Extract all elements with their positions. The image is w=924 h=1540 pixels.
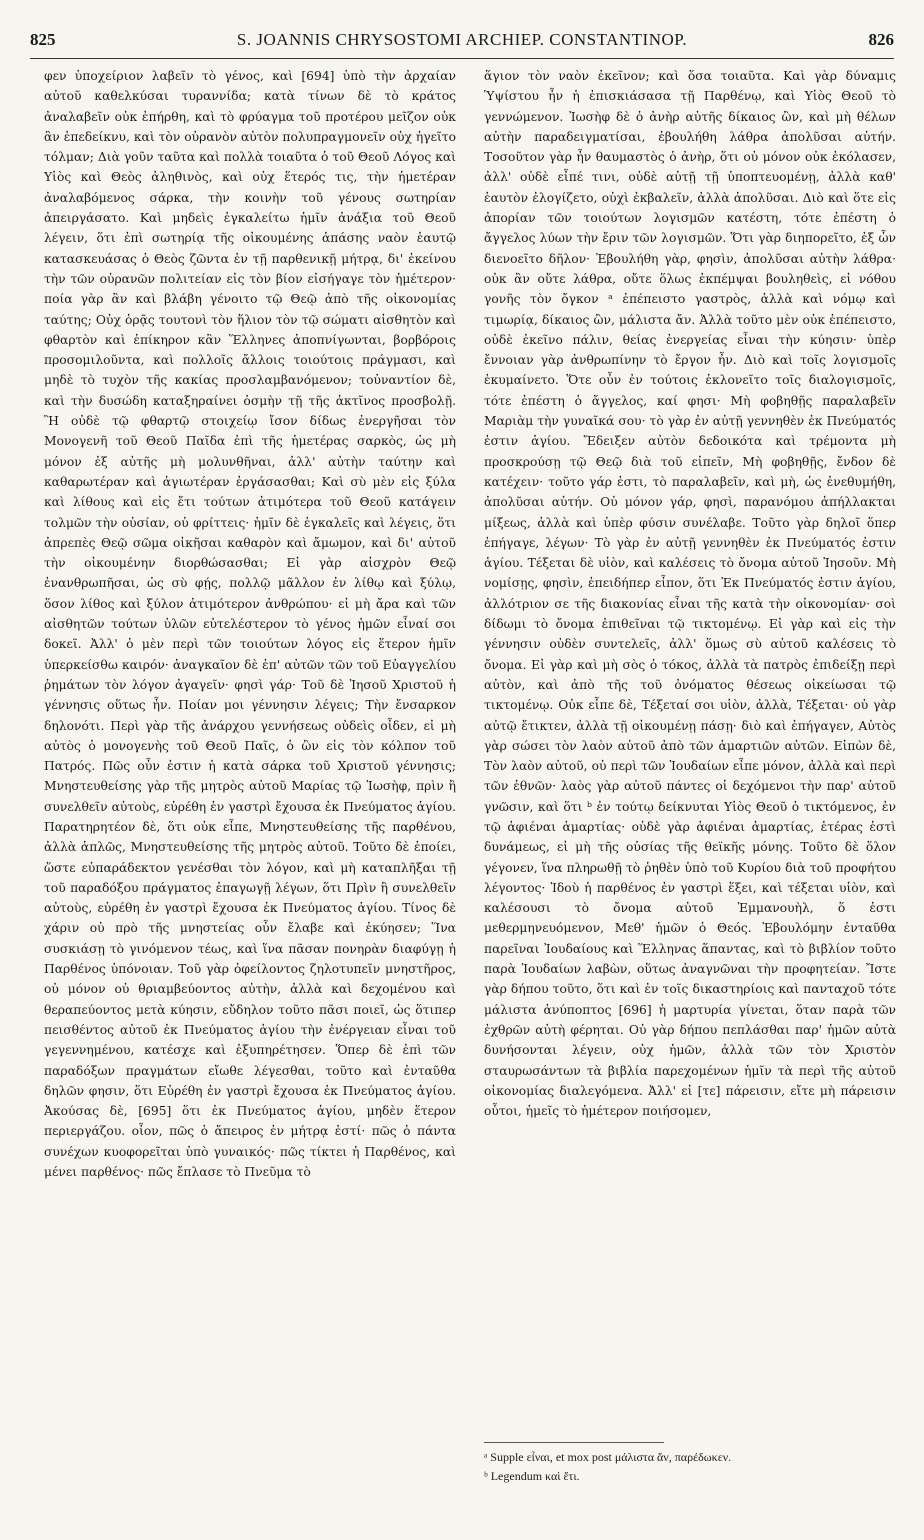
page-number-left: 825 — [30, 30, 56, 49]
running-header — [30, 30, 894, 58]
right-column — [484, 66, 896, 1436]
footnote-b: ᵇ Legendum καὶ ἔτι. — [484, 1469, 580, 1483]
page-number-right: 826 — [868, 30, 894, 49]
footnote-rule — [484, 1442, 664, 1443]
left-column-text: φεν ὑποχείριον λαβεῖν τὸ γένος, καὶ [694] ὑπὸ τὴν ἀρχαίαν αὐτοῦ καθελκύσαι τυραννίδα; κατὰ τίνων δὲ τὸ κράτος ἀναλαβεῖν οὐκ ἐπήρθη, καὶ τὸ φρύαγμα τοῦ προτέρου μεῖζον οὐκ ἂν ἐπεδείκνυ, καὶ τὸν οὐρανὸν αὐτὸν πολυπραγμονεῖν οὐχ ἡγεῖτο τόλμαν; Διὰ γοῦν ταῦτα καὶ πολλὰ τοιαῦτα ὁ τοῦ Θεοῦ Λόγος καὶ Υἱὸς καὶ Θεὸς ἀληθινὸς, καὶ οὐχ ἕτερός τις, τὴν ἡμετέραν ἀναλαβόμενος σάρκα, τὴν κοινὴν τοῦ γένους σωτηρίαν ἀπειργάσατο. Καὶ μηδεὶς ἐγκαλείτω ἡμῖν ἀνάξια τοῦ Θεοῦ λέγειν, ὅτι ἐπὶ σωτηρίᾳ τῆς οἰκουμένης ἁπάσης ναὸν ἑαυτῷ κατασκευάσας ὁ Θεὸς ζῶντα ἐν τῇ παρθενικῇ μήτρᾳ, δι' ἐκείνου τὴν τῶν οὐρανῶν πολιτείαν εἰς τὸν βίον εἰσήγαγε τὸν ἡμέτερον· ποία γὰρ ἂν καὶ βλάβη γένοιτο τῷ Θεῷ ἀπὸ τῆς οἰκονομίας ταύτης; Οὐχ ὁρᾷς τουτονὶ τὸν ἥλιον τὸν τῷ σώματι αἰσθητὸν καὶ φθαρτὸν καὶ ἐπίκηρον κἂν Ἕλληνες ἀποπνίγωνται, βορβόροις προσομιλοῦντα, καὶ πολλοῖς ἄλλοις τοιούτοις πράγμασι, καὶ μηδὲ τὸ τυχὸν τῆς κακίας προσλαμβανόμενον; τοὐναντίον δὲ, καὶ τὴν δυσώδη καταξηραίνει ὀσμὴν τῇ τῆς ἀκτῖνος προσβολῇ. Ἢ οὐδὲ τῷ φθαρτῷ στοιχείῳ ἴσον δίδως ἐνεργῆσαι τὸν Μονογενῆ τοῦ Θεοῦ Παῖδα ἐπὶ τῆς ἡμετέρας σαρκὸς, ὡς μὴ μόνον ἐξ αὐτῆς μὴ μολυνθῆναι, ἀλλ' αὐτὴν ταύτην καὶ καθαρωτέραν καὶ ἁγιωτέραν ἐργάσασθαι; Καὶ σὺ μὲν εἰς ξύλα καὶ λίθους καὶ εἰς ἔτι τούτων ἀτιμότερα τοῦ Θεοῦ κατάγειν τολμῶν τὴν οὐσίαν, οὐ φρίττεις· ἡμῖν δὲ ἐγκαλεῖς καὶ λέγεις, ὅτι ἀπρεπὲς Θεῷ σῶμα οἰκῆσαι καθαρὸν καὶ ἄμωμον, καὶ δι' αὐτοῦ τὴν οἰκουμένην διορθώσασθαι; Εἰ γὰρ αἰσχρὸν Θεῷ ἐνανθρωπῆσαι, ὡς σὺ φῄς, πολλῷ μᾶλλον ἐν λίθῳ καὶ ξύλῳ, ὅσον λίθος καὶ ξύλον ἀτιμότερον ἀνθρώπου· εἰ μὴ ἄρα καὶ τῶν αἰσθητῶν τούτων ὑλῶν εὐτελέστερον τὸ γένος ἡμῶν εἶναί σοι δοκεῖ. Ἀλλ' ὁ μὲν περὶ τῶν τοιούτων λόγος εἰς ἕτερον ἡμῖν ὑπερκείσθω καιρόν· ἀναγκαῖον δὲ ἐπ' αὐτῶν τῶν τοῦ Εὐαγγελίου ῥημάτων τὸν λόγον ἀγαγεῖν· φησὶ γάρ· Τοῦ δὲ Ἰησοῦ Χριστοῦ ἡ γέννησις οὕτως ἦν. Ποίαν μοι γέννησιν λέγεις; Τὴν ἔνσαρκον δηλονότι. Περὶ γὰρ τῆς ἀνάρχου γεννήσεως οὐδεὶς οἶδεν, εἰ μὴ αὐτὸς ὁ μονογενὴς τοῦ Θεοῦ Παῖς, ὁ ὢν εἰς τὸν κόλπον τοῦ Πατρός. Πῶς οὖν ἐστιν ἡ κατὰ σάρκα τοῦ Χριστοῦ γέννησις; Μνηστευθείσης γὰρ τῆς μητρὸς αὐτοῦ Μαρίας τῷ Ἰωσὴφ, πρὶν ἢ συνελθεῖν αὐτοὺς, εὑρέθη ἐν γαστρὶ ἔχουσα ἐκ Πνεύματος ἁγίου. Παρατηρητέον δὲ, ὅτι οὐκ εἶπε, Μνηστευθείσης τῆς παρθένου, ἀλλὰ ἁπλῶς, Μνηστευθείσης τῆς μητρὸς αὐτοῦ. Τοῦτο δὲ ἐποίει, ὥστε εὐπαράδεκτον γενέσθαι τὸν λόγον, καὶ μὴ καταπλῆξαι τῇ τοῦ παραδόξου πράγματος ἐπαγωγῇ λέγων, ὅτι Πρὶν ἢ συνελθεῖν αὐτοὺς, εὑρέθη ἐν γαστρὶ ἔχουσα ἐκ Πνεύματος ἁγίου. Τίνος δὲ χάριν οὐ πρὸ τῆς μνηστείας οὖν ἔλαβε καὶ ἐκύησεν; Ἵνα συσκιάσῃ τὸ γινόμενον τέως, καὶ ἵνα πᾶσαν πονηρὰν διαφύγῃ ἡ Παρθένος ὑπόνοιαν. Τοῦ γὰρ ὀφείλοντος ζηλοτυπεῖν μνηστῆρος, οὐ μόνον οὐ θριαμβεύοντος αὐτὴν, ἀλλὰ καὶ δεχομένου καὶ θεραπεύοντος μετὰ κύησιν, εὔδηλον τοῦτο πᾶσι ποιεῖ, ὡς ὅτιπερ πεισθέντος αὐτοῦ ἐκ Πνεύματος ἁγίου τὴν ἐνέργειαν εἶναι τοῦ γεγεννημένου, κατέσχε καὶ ἐξυπηρέτησεν. Ὅπερ δὲ ἐπὶ τῶν παραδόξων πραγμάτων εἴωθε λέγεσθαι, τοῦτο καὶ ἐνταῦθα δηλῶν φησιν, ὅτι Εὑρέθη ἐν γαστρὶ ἔχουσα ἐκ Πνεύματος ἁγίου. Ἀκούσας δὲ, [695] ὅτι ἐκ Πνεύματος ἁγίου, μηδὲν ἕτερον περιεργάζου. οἶον, πῶς ὁ ἄπειρος ἐν μήτρᾳ ἐστί· πῶς ὁ πάντα συνέχων κυοφορεῖται ὑπὸ γυναικός· πῶς τίκτει ἡ Παρθένος, καὶ μένει παρθένος· πῶς ἔπλασε τὸ Πνεῦμα τὸ — [44, 69, 456, 1180]
footnote-a: ᵃ Supple εἶναι, et mox post μάλιστα ἄν, παρέδωκεν. — [484, 1450, 732, 1464]
header-rule — [30, 58, 894, 59]
left-column — [44, 66, 456, 1436]
right-column-text: ἅγιον τὸν ναὸν ἐκεῖνον; καὶ ὅσα τοιαῦτα. Καὶ γὰρ δύναμις Ὑψίστου ἦν ἡ ἐπισκιάσασα τῇ Παρθένῳ, καὶ Υἱὸς Θεοῦ τὸ γεννώμενον. Ἰωσὴφ δὲ ὁ ἀνὴρ αὐτῆς δίκαιος ὢν, καὶ μὴ θέλων αὐτὴν παραδειγματίσαι, ἐβουλήθη λάθρα ἀπολῦσαι αὐτήν. Τοσοῦτον γὰρ ἦν θαυμαστὸς ὁ ἀνὴρ, ὅτι οὐ μόνον οὐκ ἐκόλασεν, ἀλλ' οὐδὲ εἶπέ τινι, οὐδὲ αὐτῇ τῇ ὑποπτευομένῃ, ἀλλὰ καθ' ἑαυτὸν ἐλογίζετο, οὐχὶ ἐκβαλεῖν, ἀλλὰ ἀπολῦσαι. Διὸ καὶ ὅτε εἰς ἀπορίαν τῶν τοιούτων λογισμῶν κατέστη, τότε ἐπέστη ὁ ἄγγελος λύων τὴν ἔριν τῶν λογισμῶν. Ὅτι γὰρ διηπορεῖτο, ἐξ ὧν διενοεῖτο δῆλον· Ἐβουλήθη γὰρ, φησὶν, ἀπολῦσαι αὐτὴν λάθρα· οὐκ ἂν οὔτε λάθρα, οὔτε ὅλως ἐκπέμψαι βουληθεὶς, εἰ νόθου γονῆς τὸν ὄγκον ᵃ ἐπέπειστο γαστρὸς, ἀλλὰ καὶ νόμῳ καὶ τιμωρίᾳ, δίκαιος ὢν, μάλιστα ἄν. Ἀλλὰ τοῦτο μὲν οὐκ ἐπέπειστο, οὐδὲ ἐκεῖνο πάλιν, θείας ἐνεργείας εἶναι τὴν κύησιν· ὑπὲρ ἔννοιαν γὰρ ἀνθρωπίνην τὸ ἔργον ἦν. Διὸ καὶ τοῖς λογισμοῖς ἐκυμαίνετο. Ὅτε οὖν ἐν τούτοις ἐκλονεῖτο τοῖς διαλογισμοῖς, τότε ἐπέστη ὁ ἄγγελος, καί φησι· Μὴ φοβηθῇς παραλαβεῖν Μαριὰμ τὴν γυναῖκά σου· τὸ γὰρ ἐν αὐτῇ γεννηθὲν ἐκ Πνεύματός ἐστιν ἁγίου. Ἔδειξεν αὐτὸν δεδοικότα καὶ τρέμοντα μὴ προσκρούσῃ τῷ Θεῷ διὰ τοῦ εἰπεῖν, Μὴ φοβηθῇς, ἔνδον δὲ κατέχειν· τοῦτο γάρ ἐστι, τὸ παραλαβεῖν, καὶ μὴ, ὡς ἐνεθυμήθη, ἀπολῦσαι αὐτήν. Οὐ μόνον γάρ, φησὶ, παρανόμου ἀπήλλακται μίξεως, ἀλλὰ καὶ ὑπὲρ φύσιν συνέλαβε. Τοῦτο γὰρ δηλοῖ ὅπερ ἐπήγαγε, λέγων· Τὸ γὰρ ἐν αὐτῇ γεννηθὲν ἐκ Πνεύματός ἐστιν ἁγίου. Τέξεται δὲ υἱὸν, καὶ καλέσεις τὸ ὄνομα αὐτοῦ Ἰησοῦν. Μὴ νομίσῃς, φησὶν, ἐπειδήπερ εἶπον, ὅτι Ἐκ Πνεύματός ἐστιν ἁγίου, ἀλλότριον σε τῆς διακονίας εἶναι τῆς κατὰ τὴν οἰκονομίαν· σοὶ δίδωμι τὸ ὄνομα ἐπιθεῖναι τῷ τικτομένῳ. Εἰ γὰρ καὶ εἰς τὴν γέννησιν οὐδὲν συντελεῖς, ἀλλ' ὅμως σὺ αὐτοῦ καλέσεις τὸ ὄνομα. Εἰ γὰρ καὶ μὴ σὸς ὁ τόκος, ἀλλὰ τὰ πατρὸς ἐπιδείξῃ περὶ αὐτὸν, καὶ ἀπὸ τῆς τοῦ ὀνόματος θέσεως οἰκείωσαι τῷ τικτομένῳ. Οὐκ εἶπε δὲ, Τέξεταί σοι υἱὸν, ἀλλὰ, Τέξεται· οὐ γὰρ αὐτῷ ἔτικτεν, ἀλλὰ τῇ οἰκουμένῃ πάσῃ· διὸ καὶ ἐπήγαγεν, Αὐτὸς γὰρ σώσει τὸν λαὸν αὐτοῦ ἀπὸ τῶν ἁμαρτιῶν αὐτῶν. Εἰπὼν δὲ, Τὸν λαὸν αὐτοῦ, οὐ περὶ τῶν Ἰουδαίων εἶπε μόνον, ἀλλὰ καὶ περὶ τῶν ἐθνῶν· λαὸς γὰρ αὐτοῦ πάντες οἱ δεχόμενοι τὴν παρ' αὐτοῦ γνῶσιν, καὶ ὅτι ᵇ ἐν τούτῳ δείκνυται Υἱὸς Θεοῦ ὁ τικτόμενος, ἐν τῷ ἀφιέναι ἁμαρτίας· οὐδὲ γὰρ ἀφιέναι ἁμαρτίας, ἑτέρας ἐστὶ δυνάμεως, εἰ μὴ τῆς οὐσίας τῆς θεϊκῆς μόνης. Τοῦτο δὲ ὅλον γέγονεν, ἵνα πληρωθῇ τὸ ῥηθὲν ὑπὸ τοῦ Κυρίου διὰ τοῦ προφήτου λέγοντος· Ἰδοὺ ἡ παρθένος ἐν γαστρὶ ἕξει, καὶ τέξεται υἱὸν, καὶ καλέσουσι τὸ ὄνομα αὐτοῦ Ἐμμανουὴλ, ὅ ἐστι μεθερμηνευόμενον, Μεθ' ἡμῶν ὁ Θεός. Ἐβουλόμην ἐνταῦθα παρεῖναι Ἰουδαίους καὶ Ἕλληνας ἅπαντας, καὶ τὸ βιβλίον τοῦτο παρὰ Ἰουδαίων λαβὼν, οὕτως ἀναγνῶναι τὴν προφητείαν. Ἴστε γὰρ δήπου τοῦτο, ὅτι καὶ ἐν τοῖς δικαστηρίοις καὶ πανταχοῦ τότε μάλιστα ἀνύποπτος [696] ἡ μαρτυρία γίνεται, ὅταν παρὰ τῶν ἐχθρῶν αὐτὴ φέρηται. Οὐ γὰρ δήπου πεπλάσθαι παρ' ἡμῶν αὐτὰ δυνήσονται λέγειν, οὐχ ἡμῶν, ἀλλὰ τῶν τὸν Χριστὸν σταυρωσάντων τὰ βιβλία παρεχομένων ἡμῖν τὰ περὶ τῆς αὐτοῦ οἰκονομίας διαλεγόμενα. Ἀλλ' εἰ [τε] πάρεισιν, εἴτε μὴ πάρεισιν οὗτοι, ἡμεῖς τὸ ἡμέτερον ποιήσομεν, — [484, 69, 896, 1119]
running-title: S. JOANNIS CHRYSOSTOMI ARCHIEP. CONSTANTINOP. — [236, 30, 688, 49]
footnotes — [484, 1448, 896, 1486]
